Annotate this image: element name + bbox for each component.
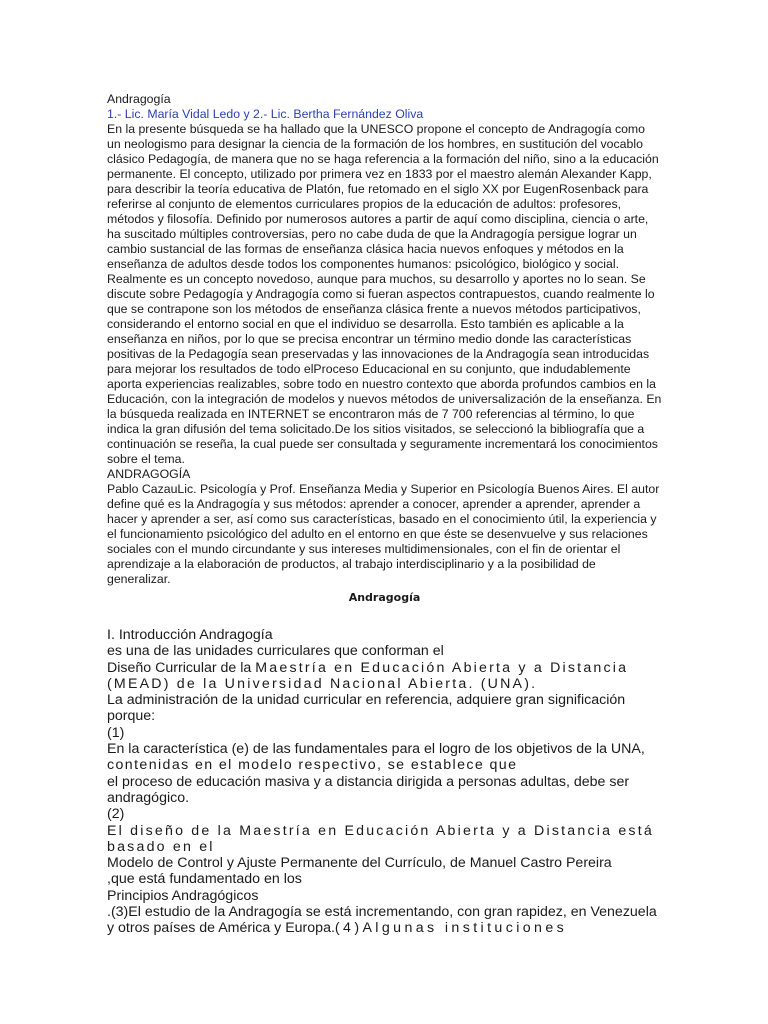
centered-heading: Andragogía <box>348 591 421 604</box>
intro-line-5: La administración de la unidad curricular en referencia, adquiere gran significación porque: <box>107 692 626 725</box>
article-authors[interactable]: 1.- Lic. María Vidal Ledo y 2.- Lic. Bertha Fernández Oliva <box>107 107 424 121</box>
article-title: Andragogía <box>107 92 171 106</box>
intro-line-12: Modelo de Control y Ajuste Permanente del Currículo, de Manuel Castro Pereira <box>107 855 612 872</box>
intro-line-4: (MEAD) de la Universidad Nacional Abierta. (UNA). <box>107 675 538 692</box>
intro-line-14: Principios Andragógicos <box>107 887 259 904</box>
intro-line-15a: .(3)El estudio de la Andragogía se está incrementando, con gran rapidez, en Venezuela y otros países de América y Europa. <box>107 904 657 937</box>
intro-line-11: El diseño de la Maestría en Educación Abierta y a Distancia está basado en el <box>107 822 654 855</box>
intro-line-1: I. Introducción Andragogía <box>107 627 273 643</box>
intro-line-13: ,que está fundamentado en los <box>107 871 302 888</box>
introduction-block <box>107 627 662 937</box>
intro-line-3 <box>107 660 662 676</box>
article-paragraph-2: Pablo CazauLic. Psicología y Prof. Enseñanza Media y Superior en Psicología Buenos Aires. El autor define qué es la Andragogía y sus métodos: aprender a conocer, aprender a aprender, aprender a hacer y aprender a ser, así como sus características, basado en el conocimiento útil, la experiencia y el funcionamiento psicológico del adulto en el entorno en que éste se desenvuelve y sus relaciones sociales con el mundo circundante y sus intereses multidimensionales, con el fin de orientar el aprendizaje a la elaboración de productos, al trabajo interdisciplinario y a la posibilidad de generalizar. <box>107 482 660 586</box>
intro-line-3b: Maestría en Educación Abierta y a Distancia <box>255 659 629 676</box>
intro-line-10: (2) <box>107 806 125 823</box>
intro-line-3a: Diseño Curricular de la <box>107 659 256 676</box>
intro-line-6: (1) <box>107 724 125 741</box>
intro-line-9: el proceso de educación masiva y a distancia dirigida a personas adultas, debe ser andragógico. <box>107 773 630 806</box>
intro-line-7: En la característica (e) de las fundamentales para el logro de los objetivos de la UNA, <box>107 741 645 758</box>
document-page <box>107 92 662 937</box>
article-block <box>107 92 662 587</box>
article-paragraph-1: En la presente búsqueda se ha hallado que la UNESCO propone el concepto de Andragogía como un neologismo para designar la ciencia de la formación de los hombres, en sustitución del vocablo clásico Pedagogía, de manera que no se haga referencia a la formación del niño, sino a la educación permanente. El concepto, utilizado por primera vez en 1833 por el maestro alemán Alexander Kapp, para describir la teoría educativa de Platón, fue retomado en el siglo XX por EugenRosenback para referirse al conjunto de elementos curriculares propios de la educación de adultos: profesores, métodos y filosofía. Definido por numerosos autores a partir de aquí como disciplina, ciencia o arte, ha suscitado múltiples controversias, pero no cabe duda de que la Andragogía persigue lograr un cambio sustancial de las formas de enseñanza clásica hacia nuevos enfoques y métodos en la enseñanza de adultos desde todos los componentes humanos: psicológico, biológico y social. Realmente es un concepto novedoso, aunque para muchos, su desarrollo y aportes no lo sean. Se discute sobre Pedagogía y Andragogía como si fueran aspectos contrapuestos, cuando realmente lo que se contrapone son los métodos de enseñanza clásica frente a nuevos métodos participativos, considerando el entorno social en que el individuo se desarrolla. Esto también es aplicable a la enseñanza en niños, por lo que se precisa encontrar un término medio donde las características positivas de la Pedagogía sean preservadas y las innovaciones de la Andragogía sean introducidas para mejorar los resultados de todo elProceso Educacional en su conjunto, que indudablemente aporta experiencias realizables, sobre todo en nuestro contexto que aborda profundos cambios en la Educación, con la integración de modelos y nuevos métodos de universalización de la enseñanza. En la búsqueda realizada en INTERNET se encontraron más de 7 700 referencias al término, lo que indica la gran difusión del tema solicitado.De los sitios visitados, se seleccionó la bibliografía que a continuación se reseña, la cual puede ser consultada y seguramente incrementará los conocimientos sobre el tema. <box>107 122 662 466</box>
intro-line-8: contenidas en el modelo respectivo, se establece que <box>107 757 518 774</box>
intro-line-15b: (4)Algunas instituciones <box>334 920 568 937</box>
intro-line-2: es una de las unidades curriculares que conforman el <box>107 643 444 660</box>
intro-line-15 <box>107 904 662 937</box>
section-heading-andragogia: ANDRAGOGÍA <box>107 467 191 481</box>
